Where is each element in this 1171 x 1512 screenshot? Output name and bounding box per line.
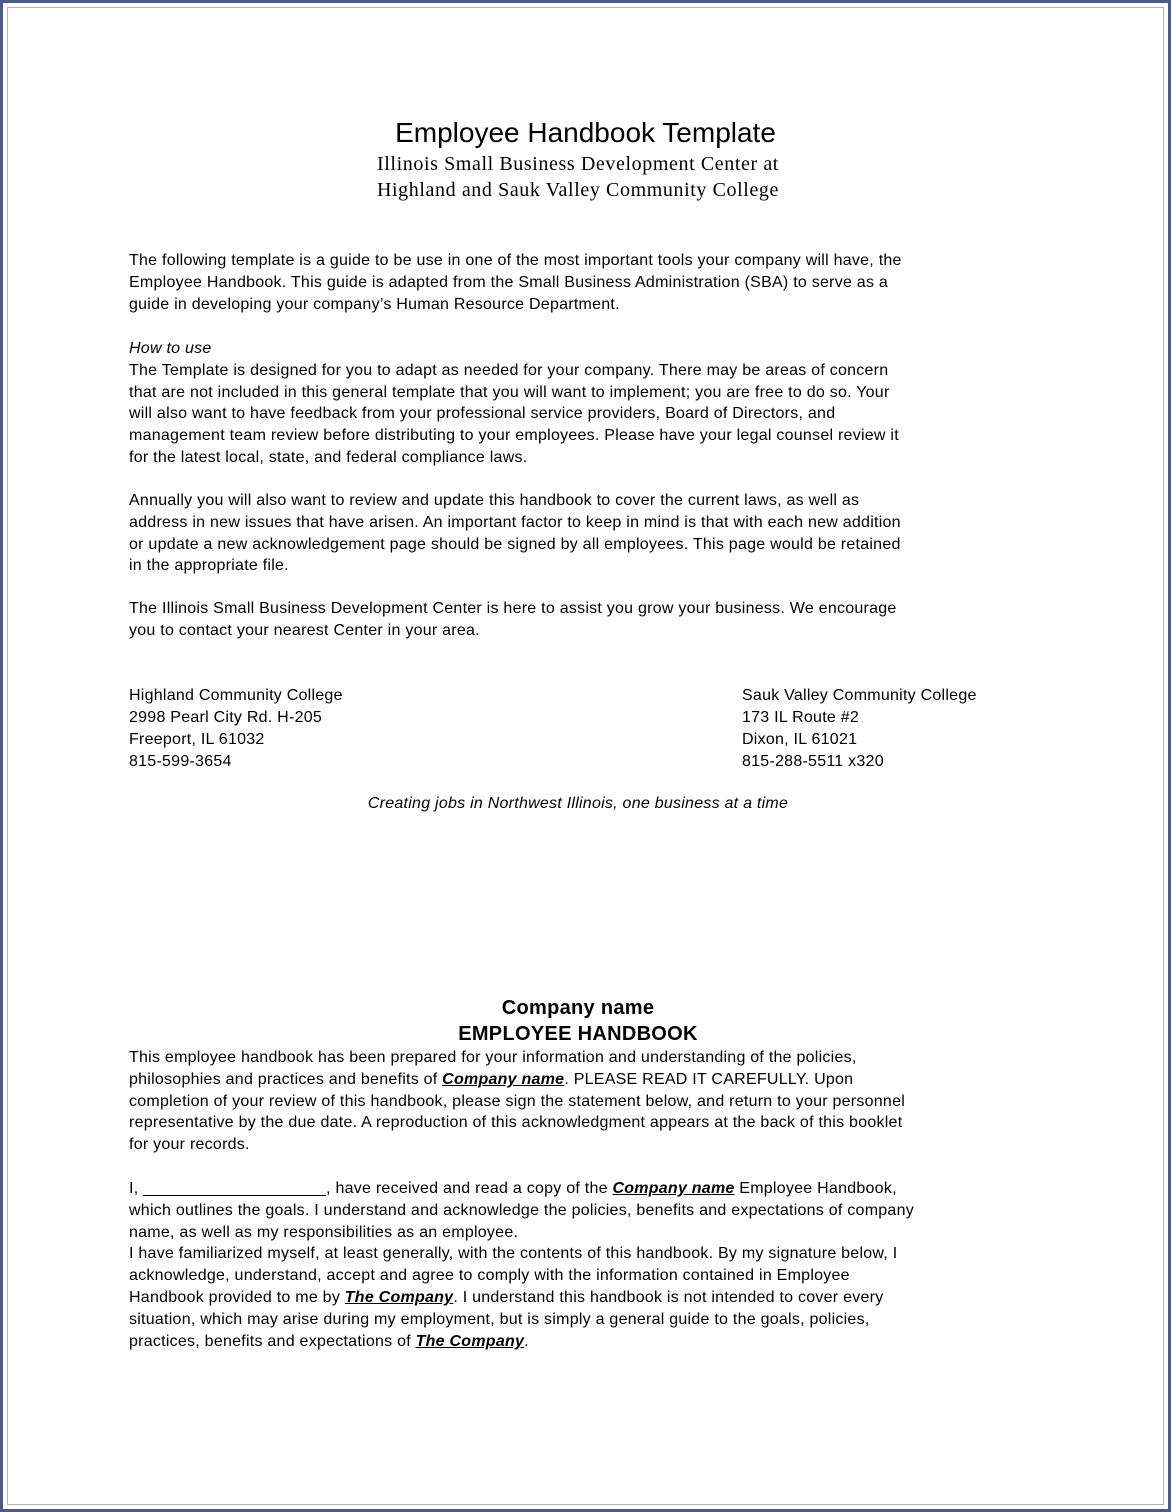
text-line: for the latest local, state, and federal compliance laws.: [129, 448, 528, 466]
document-subtitle-line1: Illinois Small Business Development Center at: [377, 153, 779, 175]
text-line: will also want to have feedback from your professional service providers, Board of Directors, and: [129, 405, 836, 423]
highland-address-block: [129, 685, 343, 773]
the-company-placeholder: The Company: [344, 1288, 454, 1306]
company-name-placeholder: Company name: [612, 1180, 735, 1197]
text-line: which outlines the goals. I understand and acknowledge the policies, benefits and expectations of company: [129, 1201, 914, 1219]
how-to-use-section: [129, 338, 1039, 469]
text-line: Employee Handbook. This guide is adapted from the Small Business Administration (SBA) to serve as a: [129, 273, 889, 291]
text-line: situation, which may arise during my employment, but is simply a general guide to the goals, policies,: [129, 1310, 870, 1328]
text-line: [129, 1331, 1039, 1353]
text-line: I have familiarized myself, at least generally, with the contents of this handbook. By my signature below, I: [129, 1245, 898, 1263]
document-subtitle-line2: Highland and Sauk Valley Community College: [376, 179, 780, 201]
assist-paragraph: [129, 598, 1039, 642]
handbook-intro-paragraph: [129, 1047, 1039, 1156]
how-to-use-heading: How to use: [129, 340, 212, 357]
acknowledgment-paragraph: [129, 1178, 1039, 1352]
sauk-phone: 815-288-5511 x320: [742, 753, 884, 770]
text-line: in the appropriate file.: [129, 557, 289, 575]
text-line: [129, 1287, 1039, 1309]
text-line: This employee handbook has been prepared for your information and understanding of the policies,: [129, 1049, 857, 1066]
text-line: you to contact your nearest Center in your area.: [129, 621, 480, 639]
text-line: [129, 1069, 1039, 1091]
text-line: The following template is a guide to be use in one of the most important tools your company will have, the: [129, 252, 902, 269]
text-segment: practices, benefits and expectations of: [129, 1332, 416, 1350]
text-line: The Illinois Small Business Development Center is here to assist you grow your business. We encourage: [129, 600, 897, 617]
text-segment: philosophies and practices and benefits of: [129, 1070, 443, 1088]
sauk-address-block: [742, 685, 977, 773]
text-line: for your records.: [129, 1136, 250, 1154]
company-name-heading: Company name: [501, 997, 655, 1019]
text-line: address in new issues that have arisen. An important factor to keep in mind is that with each new addition: [129, 513, 901, 531]
text-segment: .: [524, 1332, 529, 1350]
sauk-street: 173 IL Route #2: [742, 709, 860, 726]
annual-review-paragraph: [129, 490, 1039, 577]
text-line: acknowledge, understand, accept and agree to comply with the information contained in Employee: [129, 1267, 850, 1285]
highland-name: Highland Community College: [129, 687, 343, 704]
document-title: Employee Handbook Template: [395, 117, 776, 148]
text-line: or update a new acknowledgement page should be signed by all employees. This page would be retained: [129, 535, 901, 553]
employee-handbook-heading: EMPLOYEE HANDBOOK: [458, 1023, 698, 1045]
text-line: completion of your review of this handbook, please sign the statement below, and return to your personnel: [129, 1092, 906, 1110]
text-line: management team review before distributing to your employees. Please have your legal counsel review it: [129, 427, 899, 445]
highland-city: Freeport, IL 61032: [129, 731, 265, 748]
text-line: guide in developing your company’s Human Resource Department.: [129, 295, 620, 313]
highland-street: 2998 Pearl City Rd. H-205: [129, 709, 323, 726]
highland-phone: 815-599-3654: [129, 753, 232, 770]
text-line: name, as well as my responsibilities as an employee.: [129, 1223, 519, 1241]
tagline: Creating jobs in Northwest Illinois, one business at a time: [367, 795, 789, 812]
sauk-city: Dixon, IL 61021: [742, 731, 858, 748]
text-segment: Handbook provided to me by: [129, 1288, 345, 1306]
company-name-placeholder: Company name: [442, 1070, 565, 1088]
intro-paragraph: [129, 250, 1039, 315]
text-line: that are not included in this general template that you will want to implement; you are free to do so. Your: [129, 383, 890, 401]
the-company-placeholder: The Company: [415, 1332, 525, 1350]
text-segment: . PLEASE READ IT CAREFULLY. Upon: [564, 1070, 854, 1088]
text-line: The Template is designed for you to adapt as needed for your company. There may be areas of concern: [129, 361, 889, 379]
text-line: Annually you will also want to review and update this handbook to cover the current laws, as well as: [129, 492, 860, 509]
text-line: [129, 1178, 1039, 1200]
text-segment: . I understand this handbook is not intended to cover every: [453, 1288, 884, 1306]
text-segment: I, ____________________, have received and read a copy of the: [129, 1180, 613, 1197]
sauk-name: Sauk Valley Community College: [742, 687, 977, 704]
text-segment: Employee Handbook,: [734, 1180, 897, 1197]
text-line: representative by the due date. A reproduction of this acknowledgment appears at the back of this booklet: [129, 1114, 903, 1132]
